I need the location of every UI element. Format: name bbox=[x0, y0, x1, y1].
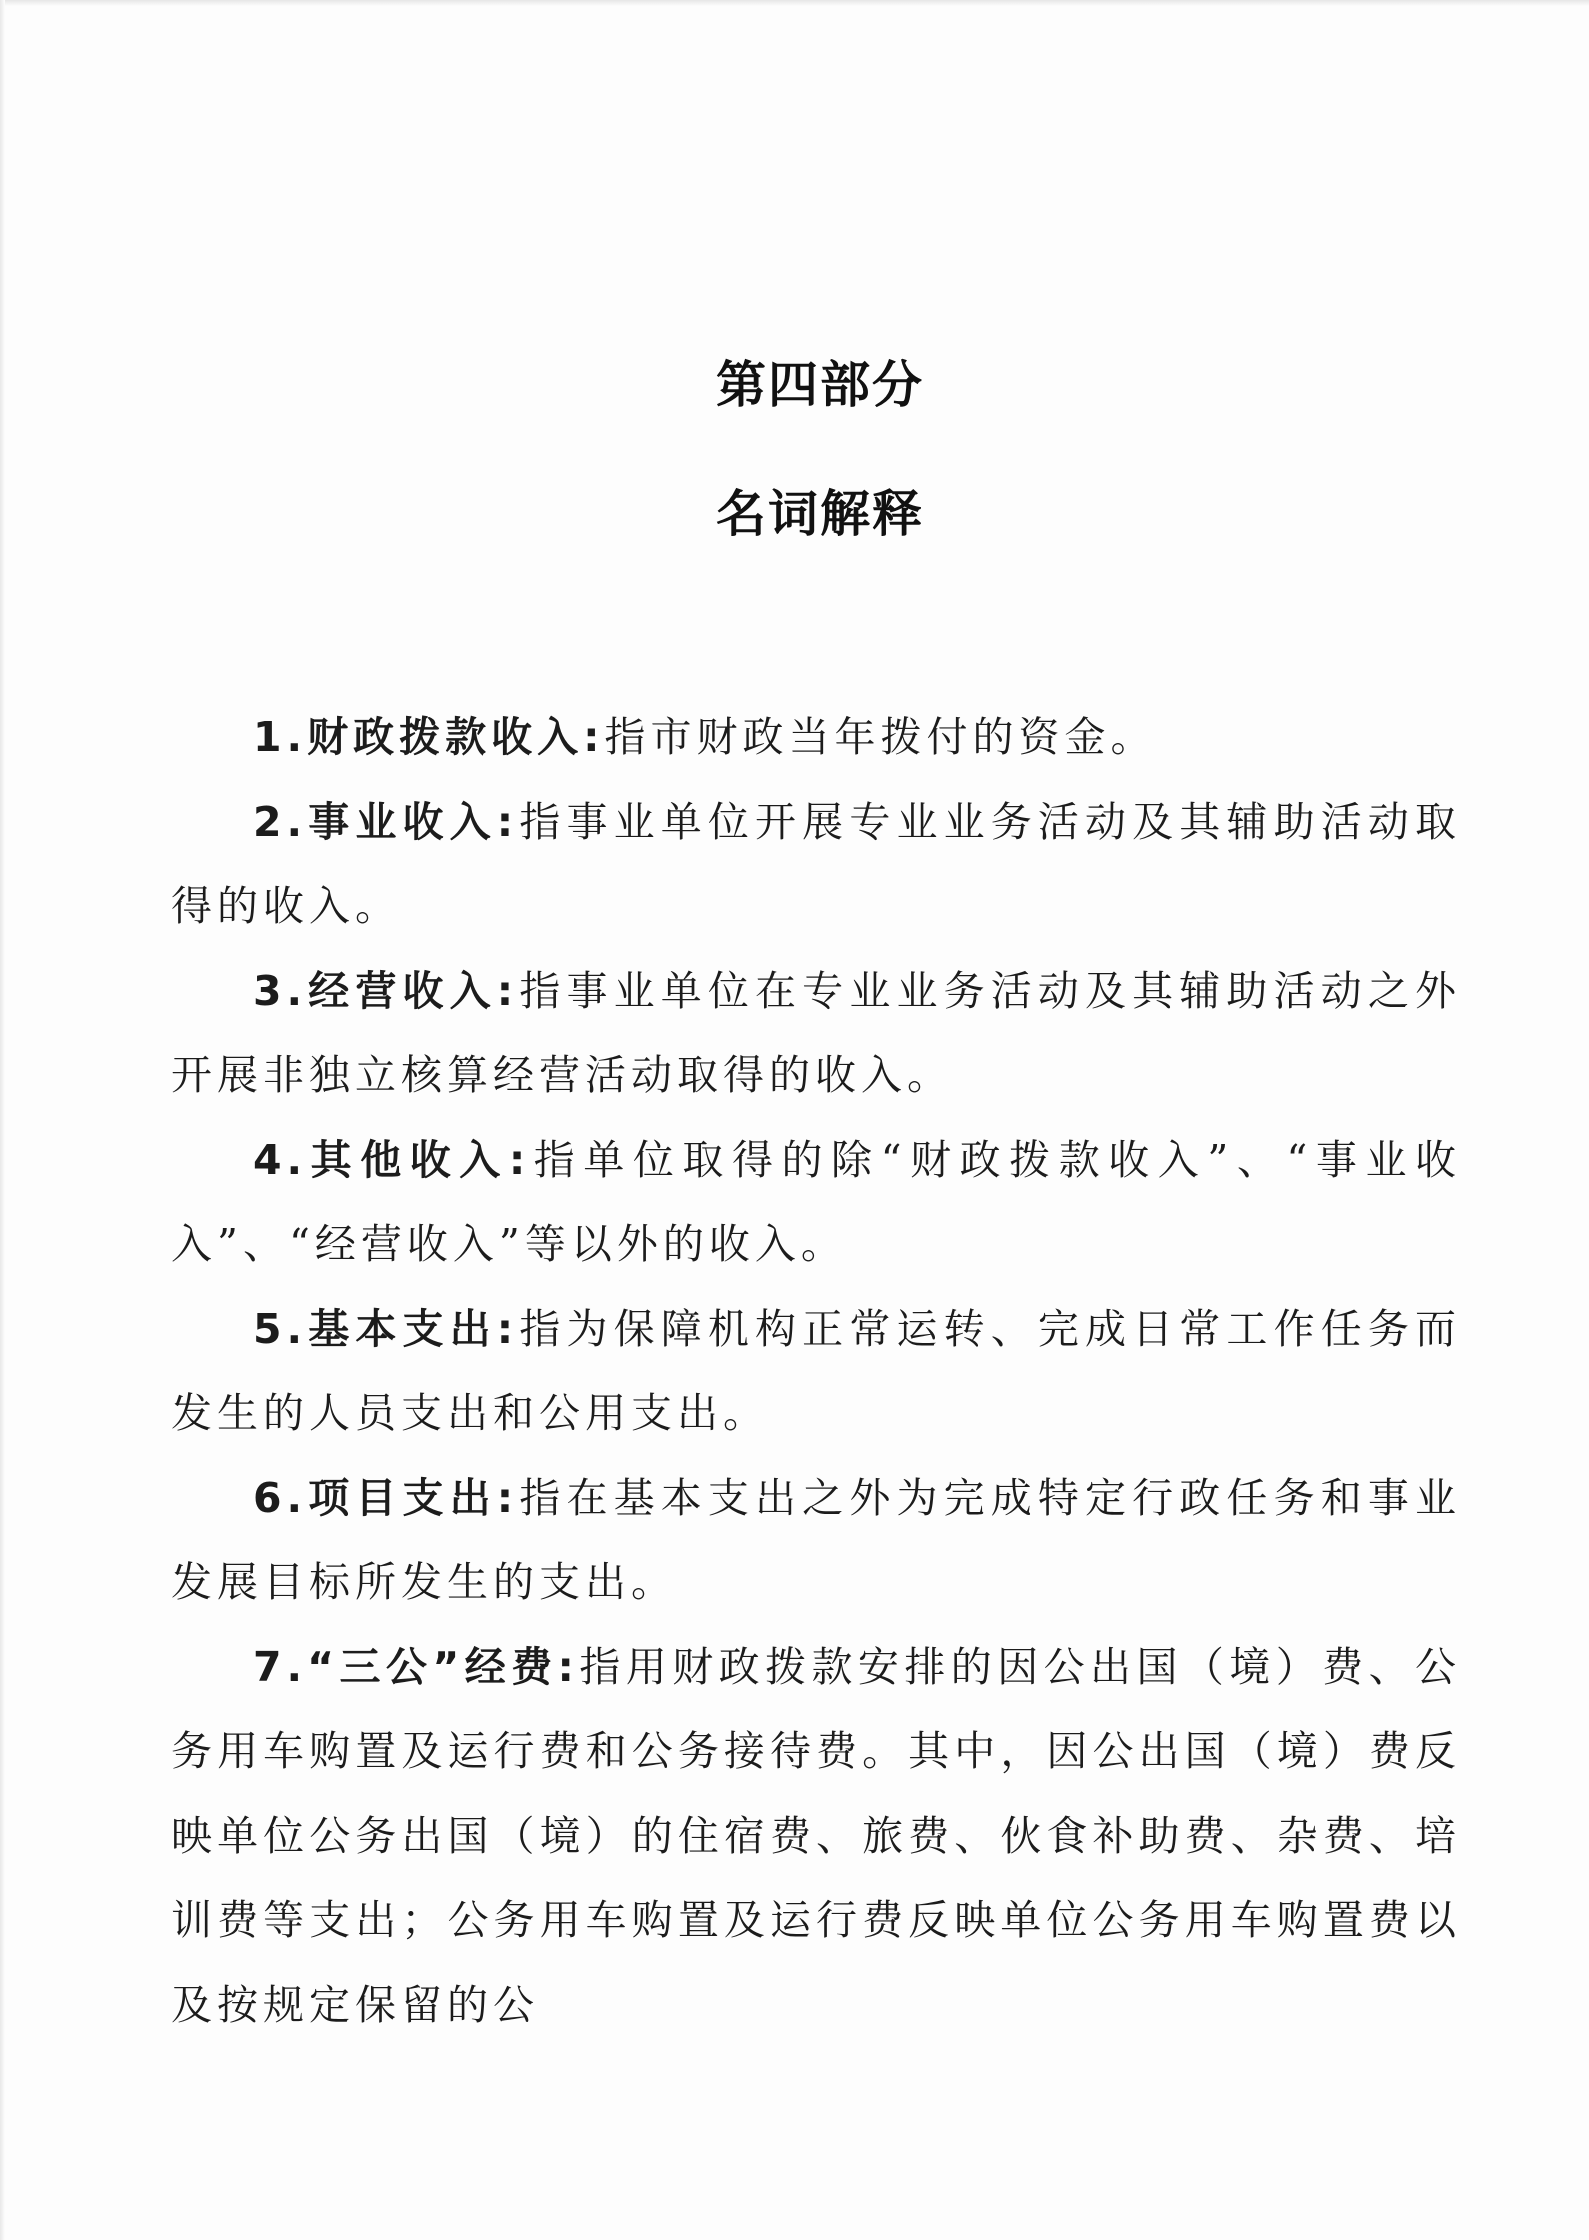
item-number: 5. bbox=[253, 1304, 308, 1353]
definition-item bbox=[171, 949, 1461, 1118]
item-term: 其他收入: bbox=[307, 1135, 531, 1184]
item-term: 基本支出: bbox=[307, 1304, 519, 1353]
item-definition: 指在基本支出之外为完成特定行政任务和事业发展目标所发生的支出。 bbox=[171, 1473, 1461, 1606]
item-number: 3. bbox=[253, 966, 308, 1015]
item-number: 6. bbox=[253, 1473, 308, 1522]
definition-item bbox=[171, 1287, 1461, 1456]
item-number: 1. bbox=[253, 713, 308, 761]
definition-item bbox=[171, 695, 1461, 780]
definition-item bbox=[171, 780, 1461, 949]
scan-edge bbox=[0, 0, 1589, 6]
scan-edge bbox=[0, 0, 5, 2240]
item-term: 财政拨款收入: bbox=[307, 713, 605, 761]
definition-item bbox=[171, 1625, 1461, 2048]
item-definition: 指单位取得的除“财政拨款收入”、“事业收入”、“经营收入”等以外的收入。 bbox=[171, 1135, 1461, 1268]
part-heading: 第四部分 bbox=[716, 356, 924, 414]
item-definition: 指市财政当年拨付的资金。 bbox=[604, 713, 1157, 761]
definitions-list bbox=[171, 695, 1461, 2047]
item-term: 事业收入: bbox=[307, 797, 519, 846]
item-definition: 指事业单位在专业业务活动及其辅助活动之外开展非独立核算经营活动取得的收入。 bbox=[171, 966, 1461, 1099]
item-term: 项目支出: bbox=[307, 1473, 519, 1522]
item-number: 4. bbox=[253, 1135, 308, 1184]
item-definition: 指用财政拨款安排的因公出国（境）费、公务用车购置及运行费和公务接待费。其中，因公出国（境）费反映单位公务出国（境）的住宿费、旅费、伙食补助费、杂费、培训费等支出；公务用车购置及运行费反映单位公务用车购置费以及按规定保留的公 bbox=[171, 1642, 1462, 2029]
page-title: 名词解释 bbox=[716, 485, 924, 543]
item-term: “三公”经费: bbox=[307, 1642, 579, 1691]
item-definition: 指事业单位开展专业业务活动及其辅助活动取得的收入。 bbox=[171, 797, 1461, 930]
definition-item bbox=[171, 1118, 1461, 1287]
definition-item bbox=[171, 1456, 1461, 1625]
item-definition: 指为保障机构正常运转、完成日常工作任务而发生的人员支出和公用支出。 bbox=[171, 1304, 1461, 1437]
item-number: 7. bbox=[253, 1642, 308, 1691]
item-term: 经营收入: bbox=[307, 966, 519, 1015]
item-number: 2. bbox=[253, 797, 308, 846]
